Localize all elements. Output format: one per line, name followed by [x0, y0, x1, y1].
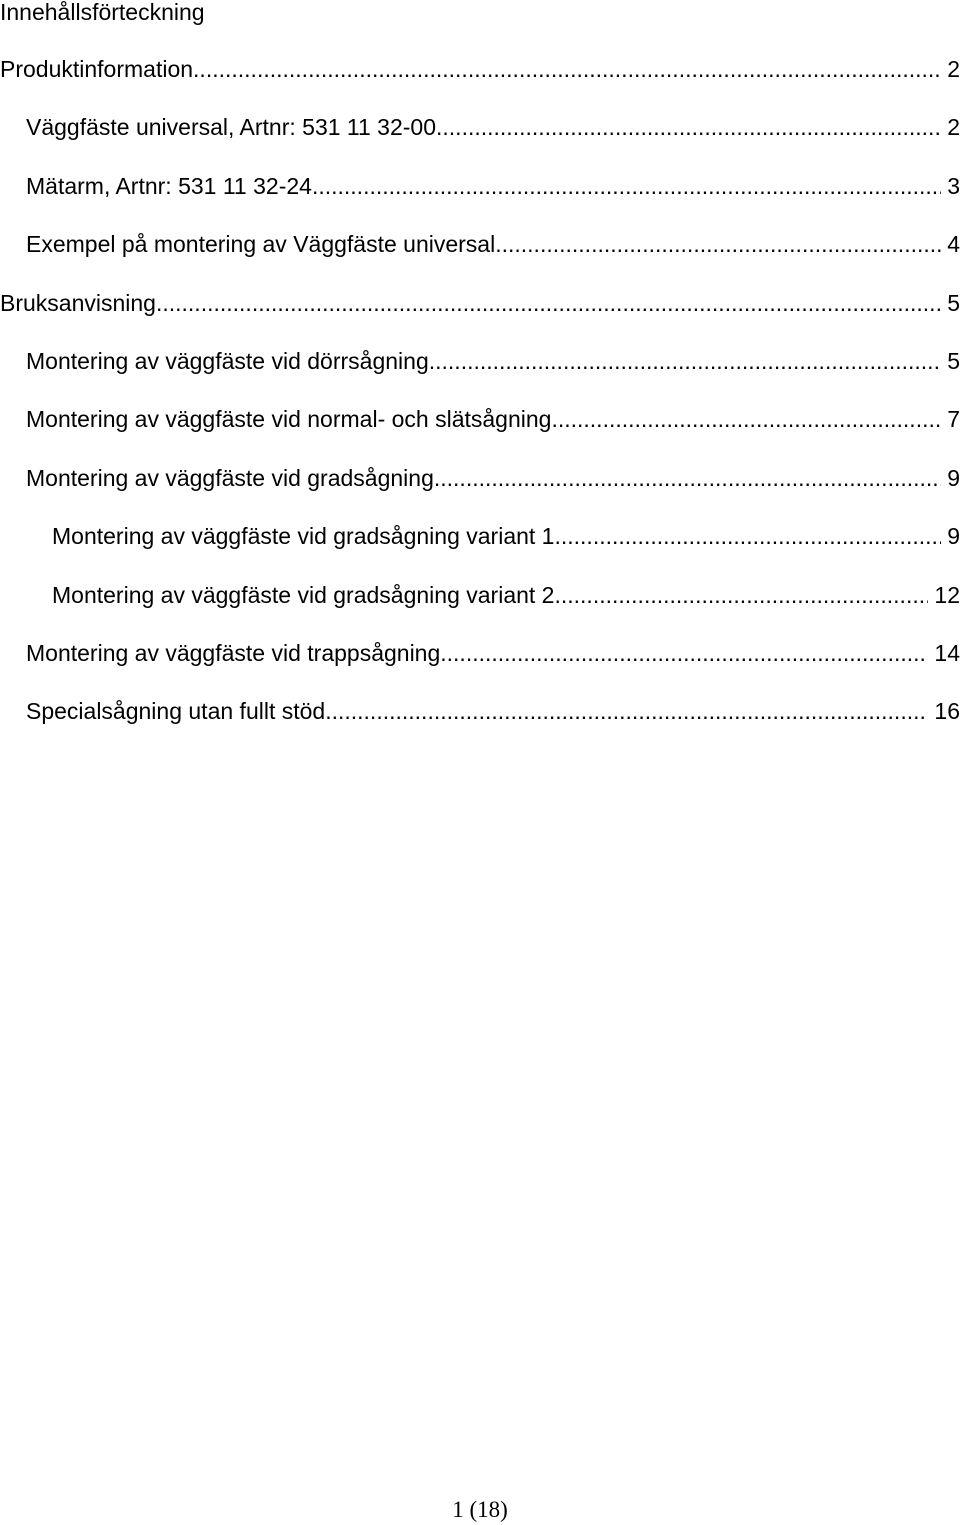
toc-entry-page: 5: [947, 289, 960, 316]
toc-entry-page: 7: [947, 406, 960, 433]
toc-entry[interactable]: [26, 464, 960, 492]
toc-entry-label: Väggfäste universal, Artnr: 531 11 32-00: [26, 114, 437, 141]
toc-entry-label: Montering av väggfäste vid gradsågning variant 1: [52, 523, 555, 550]
toc-entry-page: 5: [947, 348, 960, 374]
toc-entry-page: 4: [947, 231, 960, 258]
toc-entry-label: Montering av väggfäste vid gradsågning variant 2: [52, 581, 555, 608]
toc-dot-leader: [312, 172, 941, 200]
toc-dot-leader: [429, 347, 941, 375]
toc-entry[interactable]: [26, 347, 960, 375]
toc-entry-label: Montering av väggfäste vid dörrsågning: [26, 348, 429, 374]
toc-entry[interactable]: [26, 113, 960, 141]
toc-entry-label: Montering av väggfäste vid gradsågning: [26, 464, 434, 491]
toc-entry-page: 2: [947, 56, 960, 82]
toc-entry[interactable]: [0, 289, 960, 317]
toc-dot-leader: [554, 581, 928, 609]
toc-entry-page: 3: [947, 172, 960, 199]
toc-entry[interactable]: [26, 172, 960, 200]
toc-entry[interactable]: [26, 405, 960, 433]
toc-dot-leader: [440, 639, 928, 667]
toc-entry[interactable]: [52, 581, 960, 609]
toc-entry-page: 2: [947, 114, 960, 141]
toc-entry-label: Produktinformation: [0, 56, 194, 82]
toc-entry-page: 16: [934, 698, 960, 725]
toc-entry-label: Exempel på montering av Väggfäste universal: [26, 231, 496, 258]
toc-dot-leader: [551, 405, 941, 433]
toc-entry[interactable]: [52, 522, 960, 550]
page-number-footer: 1 (18): [452, 1497, 508, 1522]
toc-entry[interactable]: [26, 230, 960, 258]
toc-dot-leader: [434, 464, 941, 492]
toc-dot-leader: [554, 522, 941, 550]
toc-dot-leader: [156, 289, 941, 317]
toc-entry-page: 9: [947, 523, 960, 550]
toc-entry-label: Specialsågning utan fullt stöd: [26, 698, 326, 725]
toc-entry[interactable]: [0, 55, 960, 83]
toc-entry-page: 12: [934, 581, 960, 608]
toc-entry-page: 9: [947, 464, 960, 491]
toc-entry-label: Mätarm, Artnr: 531 11 32-24: [26, 172, 312, 199]
toc-dot-leader: [325, 697, 928, 725]
toc-entry-label: Bruksanvisning: [0, 289, 156, 316]
toc-entry-page: 14: [934, 640, 960, 666]
toc-entry-label: Montering av väggfäste vid normal- och slätsågning: [26, 406, 552, 433]
toc-title: Innehållsförteckning: [0, 0, 205, 25]
toc-dot-leader: [436, 113, 941, 141]
toc-entry[interactable]: [26, 639, 960, 667]
toc-dot-leader: [495, 230, 941, 258]
toc-entry[interactable]: [26, 697, 960, 725]
toc-dot-leader: [193, 55, 941, 83]
toc-entry-label: Montering av väggfäste vid trappsågning: [26, 640, 441, 666]
